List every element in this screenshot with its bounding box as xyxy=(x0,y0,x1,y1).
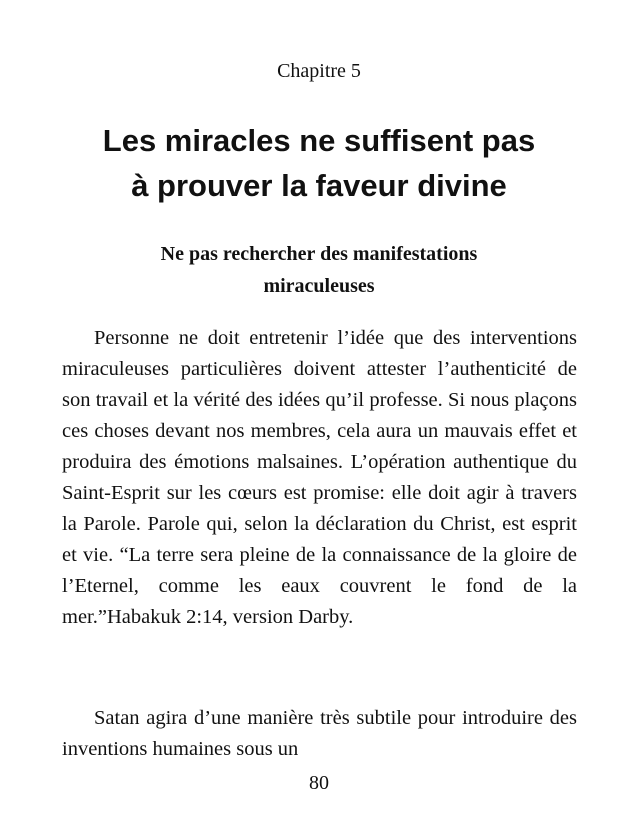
chapter-title xyxy=(40,118,598,208)
page-number: 80 xyxy=(309,772,329,794)
chapter-title-line-1: Les miracles ne suffisent pas xyxy=(102,123,536,158)
section-heading-line-2: miraculeuses xyxy=(263,275,375,297)
chapter-title-line-2: à prouver la faveur divine xyxy=(131,168,507,203)
section-heading-line-1: Ne pas rechercher des manifestations xyxy=(160,243,478,265)
section-heading xyxy=(90,238,548,302)
chapter-label: Chapitre 5 xyxy=(277,60,361,82)
body-paragraph-2: Satan agira d’une manière très subtile pour introduire des inventions humaines sous un xyxy=(62,707,577,760)
body-paragraph-1: Personne ne doit entretenir l’idée que des interventions miraculeuses particulières doivent attester l’authenticité de son travail et la vérité des idées qu’il professe. Si nous plaçons ces choses devant nos membres, cela aura un mauvais effet et produira des émotions malsaines. L’opération authentique du Saint-Esprit sur les cœurs est promise: elle doit agir à travers la Parole. Parole qui, selon la déclaration du Christ, est esprit et vie. “La terre sera pleine de la connaissance de la gloire de l’Eternel, comme les eaux couvrent le fond de la mer.”Habakuk 2:14, version Darby. xyxy=(62,327,577,628)
